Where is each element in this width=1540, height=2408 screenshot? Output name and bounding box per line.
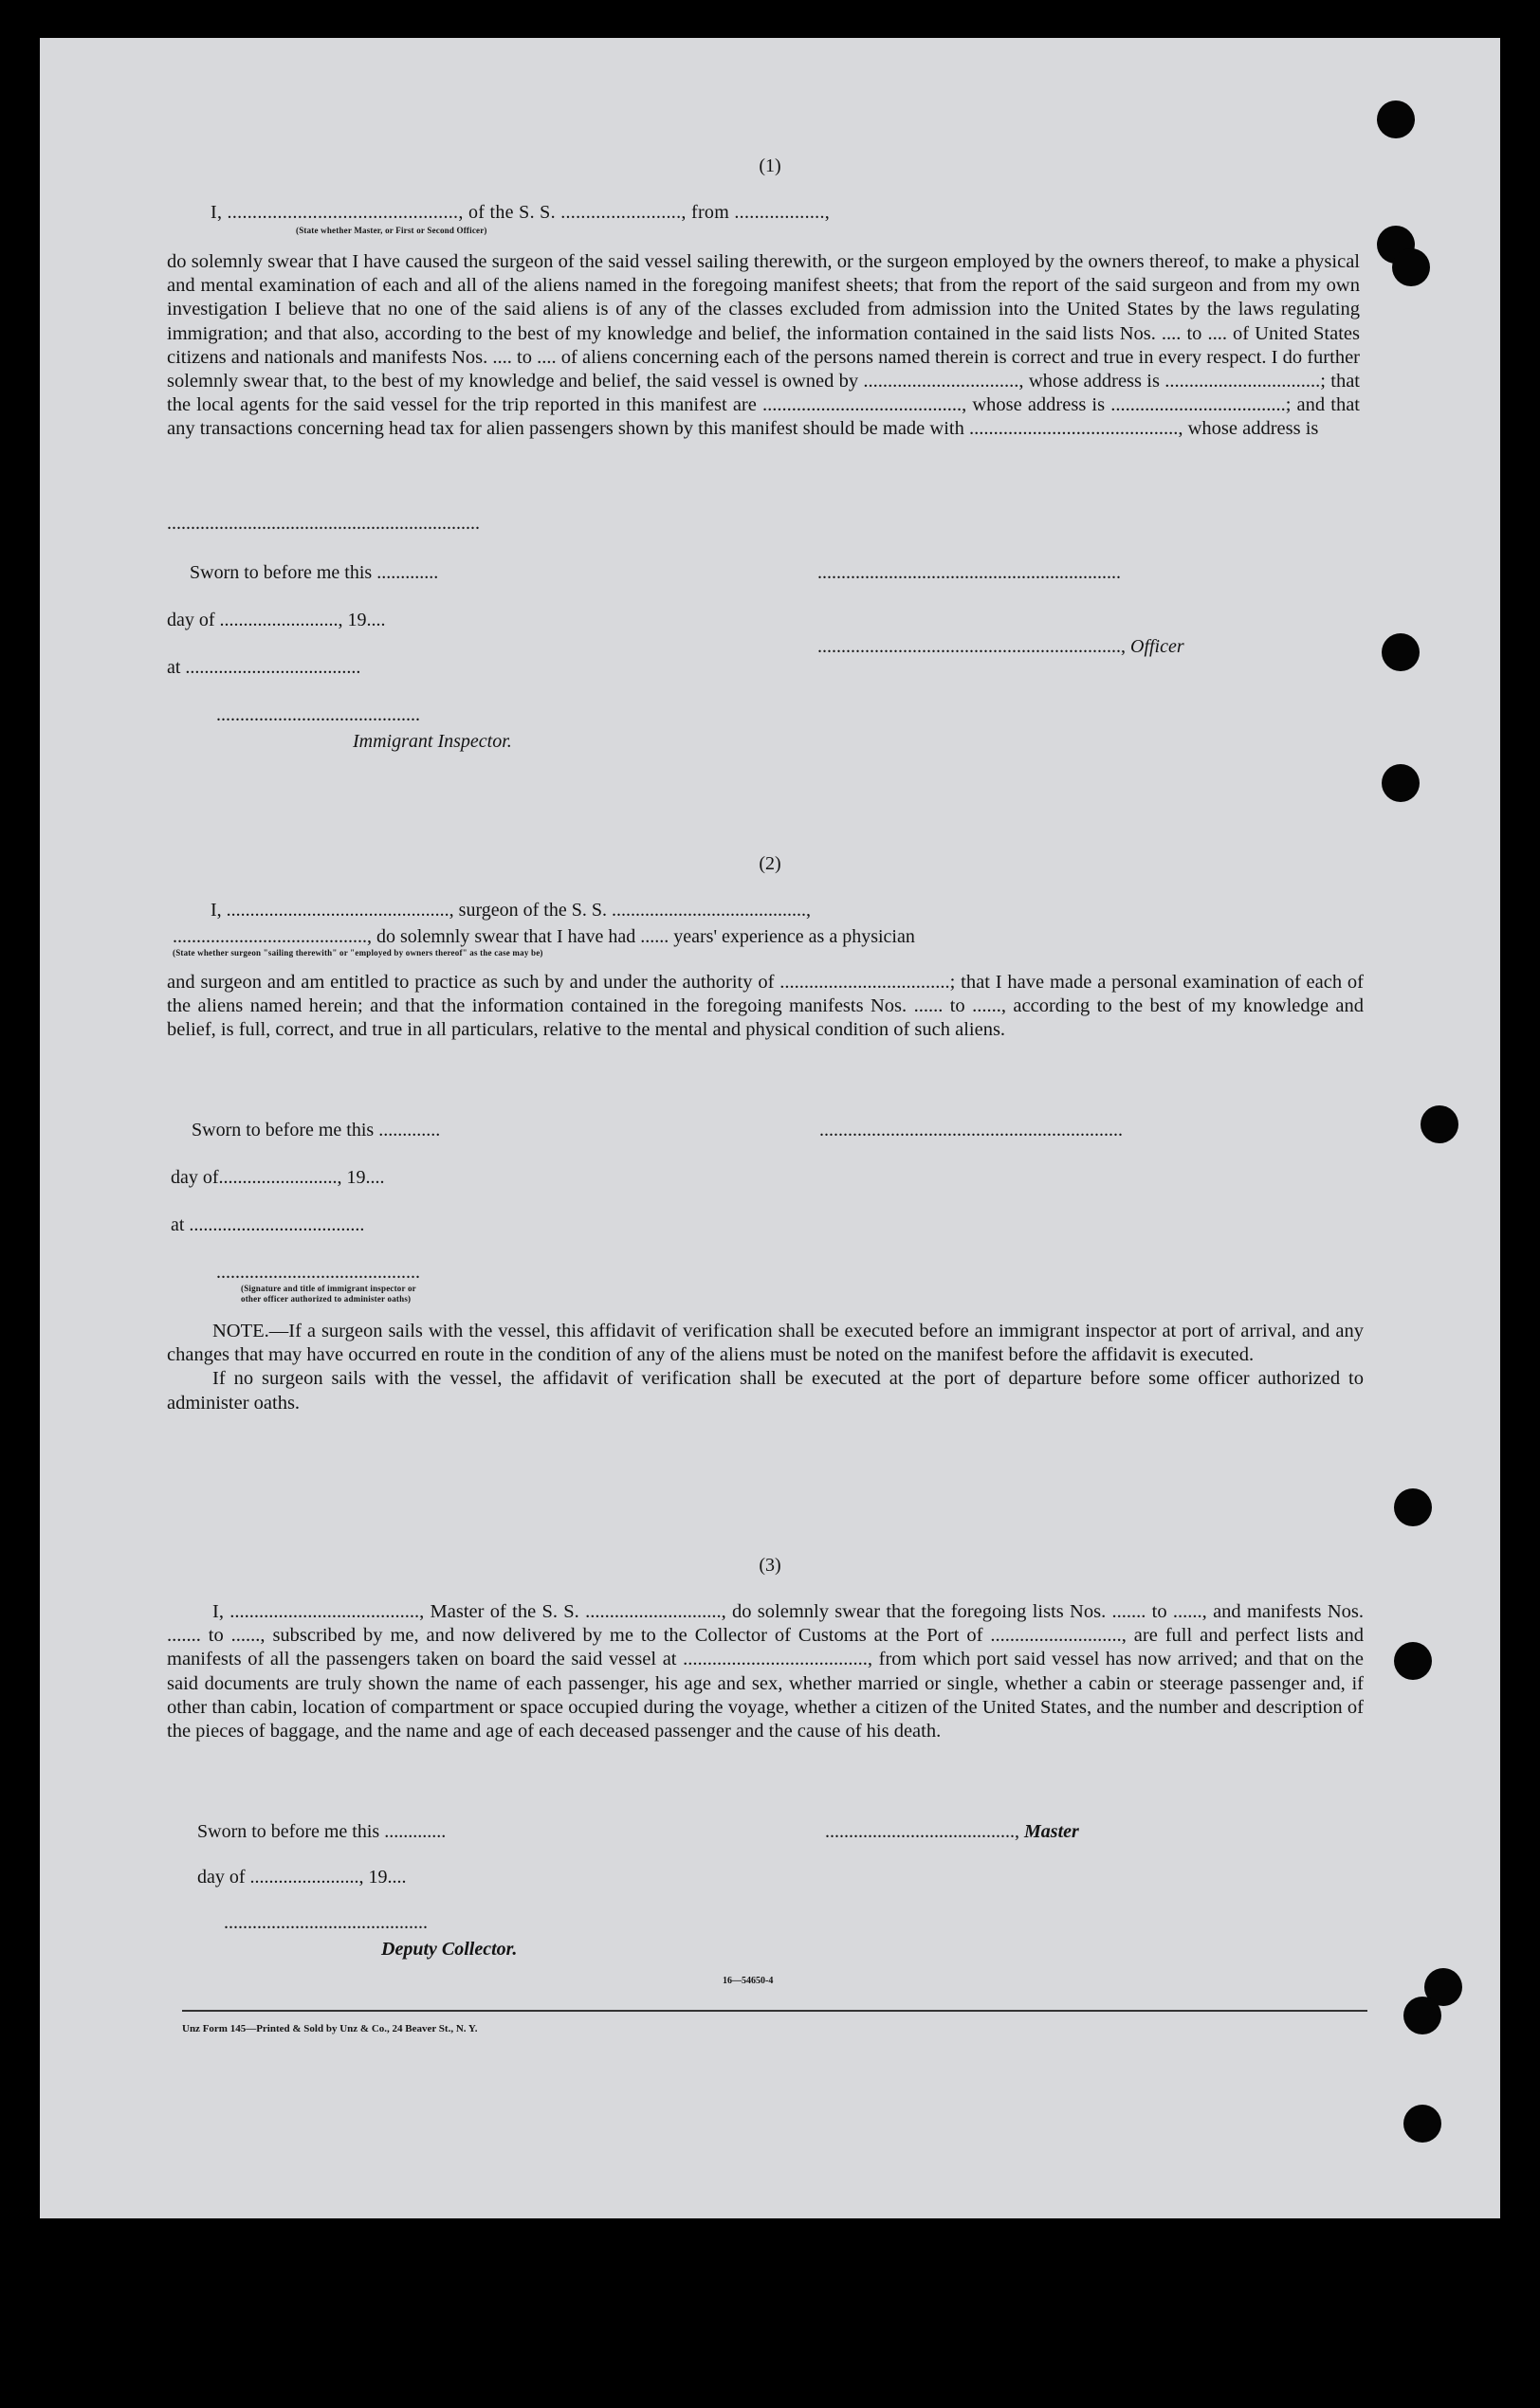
section-3-body [167, 1600, 1364, 1743]
section-2-note [167, 1320, 1364, 1415]
master-dots: ........................................, [825, 1821, 1024, 1842]
section-3-collector-label: Deputy Collector. [381, 1939, 518, 1960]
section-3-collector-line: ........................................... [224, 1912, 428, 1933]
section-2-caption-a: (Signature and title of immigrant inspector or [241, 1284, 416, 1293]
punch-hole [1394, 1642, 1432, 1680]
section-1-first-line: I, .............................................., of the S. S. ........................, from .................., [211, 202, 831, 223]
punch-hole [1382, 633, 1420, 671]
note-paragraph-2: If no surgeon sails with the vessel, the affidavit of verification shall be executed at the port of departure before some officer authorized to administer oaths. [167, 1368, 1364, 1414]
master-label: Master [1024, 1821, 1079, 1842]
section-2-sworn: Sworn to before me this ............. [192, 1120, 441, 1140]
section-1-body-end: .................................................................. [167, 513, 480, 534]
punch-hole [1377, 100, 1415, 138]
punch-hole [1403, 2105, 1441, 2143]
section-2-first-line: I, ..............................................., surgeon of the S. S. ........................................., [211, 900, 811, 921]
footer-divider [182, 2010, 1367, 2012]
section-2-body-text: and surgeon and am entitled to practice as such by and under the authority of ...................................; that I have made a personal examination of each of the aliens named herein; and that the information contained in the foregoing manifests Nos. ...... to ......, according to the best of my knowledge and belief, is full, correct, and true in all particulars, relative to the mental and physical condition of such aliens. [167, 972, 1364, 1041]
section-2-caption: (State whether surgeon "sailing therewith" or "employed by owners thereof" as the case may be) [173, 948, 543, 958]
section-1-body [167, 250, 1360, 442]
section-1-officer-signature [817, 635, 1184, 658]
section-1-sworn: Sworn to before me this ............. [190, 562, 439, 583]
section-1-signature-line: ................................................................ [817, 562, 1121, 583]
form-page [40, 38, 1500, 2218]
note-paragraph-1: NOTE.—If a surgeon sails with the vessel, this affidavit of verification shall be executed before an immigrant inspector at port of arrival, and any changes that may have occurred en route in the condition of any of the aliens must be noted on the manifest before the affidavit is executed. [167, 1321, 1364, 1366]
section-2-caption-b: other officer authorized to administer oaths) [241, 1294, 412, 1304]
section-2-at: at ..................................... [171, 1214, 365, 1235]
section-1-number: (1) [759, 155, 781, 176]
form-code: 16—54650-4 [723, 1976, 774, 1986]
section-3-day: day of ......................., 19.... [197, 1867, 407, 1888]
section-1-at: at ..................................... [167, 657, 361, 678]
section-1-day: day of ........................., 19.... [167, 610, 386, 630]
punch-hole [1392, 248, 1430, 286]
section-2-number: (2) [759, 853, 781, 874]
section-1-inspector-line: ........................................... [216, 704, 420, 725]
section-2-signature-title-line: ........................................... [216, 1262, 420, 1283]
officer-label: Officer [1130, 636, 1184, 657]
section-3-master-signature [825, 1820, 1079, 1843]
section-3-body-text: I, ......................................., Master of the S. S. ............................, do solemnly swear that the foregoing lists Nos. ....... to ......, and manifests Nos. ....... to ......, subscribed by me, and now delivered by me to the Collector of Customs at the Port of ..........................., are full and perfect lists and manifests of all the passengers taken on board the said vessel at ......................................, from which port said vessel has now arrived; and that on the said documents are truly shown the name of each passenger, his age and sex, whether married or single, whether a cabin or steerage passenger and, if other than cabin, location of compartment or space occupied during the voyage, whether a citizen of the United States, and the number and description of the pieces of baggage, and the name and age of each deceased passenger and the cause of his death. [167, 1601, 1364, 1742]
section-3-sworn: Sworn to before me this ............. [197, 1821, 447, 1842]
section-1-body-text: do solemnly swear that I have caused the surgeon of the said vessel sailing therewith, or the surgeon employed by the owners thereof, to make a physical and mental examination of each and all of the aliens named in the foregoing manifest sheets; that from the report of the said surgeon and from my own investigation I believe that no one of the said aliens is of any of the classes excluded from admission into the United States by the laws regulating immigration; and that also, according to the best of my knowledge and belief, the information contained in the said lists Nos. .... to .... of United States citizens and nationals and manifests Nos. .... to .... of aliens concerning each of the persons named therein is correct and true in every respect. I do further solemnly swear that, to the best of my knowledge and belief, the said vessel is owned by ................................, whose address is ................................; that the local agents for the said vessel for the trip reported in this manifest are ........................................., whose address is ....................................; and that any transactions concerning head tax for alien passengers shown by this manifest should be made with ..........................................., whose address is [167, 251, 1360, 440]
punch-hole [1403, 1997, 1441, 2034]
section-3-number: (3) [759, 1555, 781, 1576]
footer-imprint: Unz Form 145—Printed & Sold by Unz & Co., 24 Beaver St., N. Y. [182, 2023, 478, 2034]
section-1-inspector-label: Immigrant Inspector. [353, 731, 512, 752]
punch-hole [1421, 1105, 1458, 1143]
section-2-body [167, 971, 1364, 1043]
section-2-day: day of........................., 19.... [171, 1167, 385, 1188]
section-2-second-line: ........................................., do solemnly swear that I have had ...... years' experience as a physician [173, 926, 915, 947]
punch-hole [1394, 1488, 1432, 1526]
officer-dots: ................................................................, [817, 636, 1130, 657]
section-1-caption: (State whether Master, or First or Second Officer) [296, 226, 487, 235]
section-2-signature-line: ................................................................ [819, 1120, 1123, 1140]
punch-hole [1382, 764, 1420, 802]
